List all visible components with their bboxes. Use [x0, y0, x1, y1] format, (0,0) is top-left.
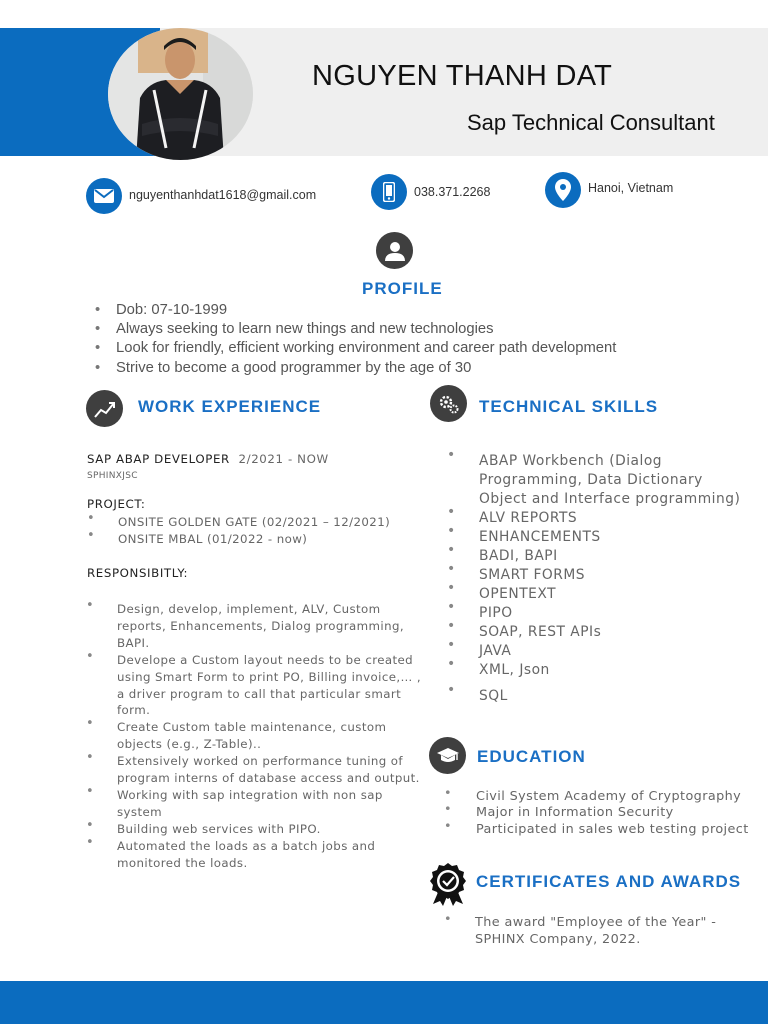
list-item: • JAVA	[447, 642, 747, 661]
list-item: • Extensively worked on performance tuning of program interns of database access and output.	[86, 753, 431, 787]
list-item: • SQL	[447, 687, 747, 706]
list-item: • SOAP, REST APIs	[447, 623, 747, 642]
candidate-role: Sap Technical Consultant	[467, 110, 715, 135]
skills-list	[447, 452, 747, 706]
contact-email[interactable]: nguyenthanhdat1618@gmail.com	[129, 188, 317, 202]
list-item: • Strive to become a good programmer by the age of 30	[95, 359, 616, 378]
list-item: • SMART FORMS	[447, 566, 747, 585]
user-icon	[376, 232, 413, 269]
work-experience-heading: WORK EXPERIENCE	[138, 397, 322, 416]
list-item: • Major in Information Security	[444, 805, 764, 821]
list-item: • ONSITE GOLDEN GATE (02/2021 – 12/2021)	[87, 514, 427, 531]
candidate-name: NGUYEN THANH DAT	[312, 60, 613, 92]
email-icon	[86, 178, 122, 214]
education-heading: EDUCATION	[477, 747, 586, 766]
list-item: • Automated the loads as a batch jobs and monitored the loads.	[86, 838, 431, 872]
project-list	[87, 514, 427, 548]
list-item: • ONSITE MBAL (01/2022 - now)	[87, 531, 427, 548]
certificates-list	[444, 914, 734, 948]
job-title: SAP ABAP DEVELOPER	[87, 452, 230, 466]
technical-skills-heading: TECHNICAL SKILLS	[479, 397, 659, 416]
project-label: PROJECT:	[87, 497, 146, 511]
responsibility-list	[86, 601, 431, 872]
list-item: • Always seeking to learn new things and new technologies	[95, 320, 616, 339]
graduation-cap-icon	[429, 737, 466, 774]
profile-heading: PROFILE	[362, 279, 443, 298]
list-item: • Building web services with PIPO.	[86, 821, 431, 838]
company-name: SPHINXJSC	[87, 471, 138, 481]
list-item: • Civil System Academy of Cryptography	[444, 789, 764, 805]
list-item: • Develope a Custom layout needs to be created using Smart Form to print PO, Billing invoice,… , a driver program to call that particular smart form.	[86, 652, 431, 720]
certificates-heading: CERTIFICATES AND AWARDS	[476, 872, 742, 891]
list-item: • Participated in sales web testing project	[444, 822, 764, 838]
contact-phone[interactable]: 038.371.2268	[414, 185, 491, 199]
list-item: • Working with sap integration with non sap system	[86, 787, 431, 821]
list-item: • Look for friendly, efficient working environment and career path development	[95, 339, 616, 358]
contact-location: Hanoi, Vietnam	[588, 181, 674, 195]
list-item: • Dob: 07-10-1999	[95, 301, 616, 320]
footer-band	[0, 981, 768, 1024]
education-list	[444, 789, 764, 838]
profile-list	[95, 301, 616, 378]
list-item: • PIPO	[447, 604, 747, 623]
list-item: • The award "Employee of the Year" - SPHINX Company, 2022.	[444, 914, 734, 948]
list-item: • XML, Json	[447, 661, 747, 680]
list-item: • Design, develop, implement, ALV, Custom reports, Enhancements, Dialog programming, BAPI.	[86, 601, 431, 652]
list-item: • BADI, BAPI	[447, 547, 747, 566]
location-pin-icon	[545, 172, 581, 208]
responsibility-label: RESPONSIBITLY:	[87, 566, 189, 580]
job-period: 2/2021 - NOW	[238, 452, 329, 466]
list-item: • ENHANCEMENTS	[447, 528, 747, 547]
phone-icon	[371, 174, 407, 210]
list-item: • ALV REPORTS	[447, 509, 747, 528]
gears-icon	[430, 385, 467, 422]
job-position	[87, 452, 329, 466]
profile-photo	[108, 28, 253, 160]
list-item: • ABAP Workbench (Dialog Programming, Data Dictionary Object and Interface programming)	[447, 452, 747, 509]
list-item: • Create Custom table maintenance, custom objects (e.g., Z-Table)..	[86, 719, 431, 753]
award-badge-icon	[429, 862, 467, 906]
chart-trend-icon	[86, 390, 123, 427]
list-item: • OPENTEXT	[447, 585, 747, 604]
